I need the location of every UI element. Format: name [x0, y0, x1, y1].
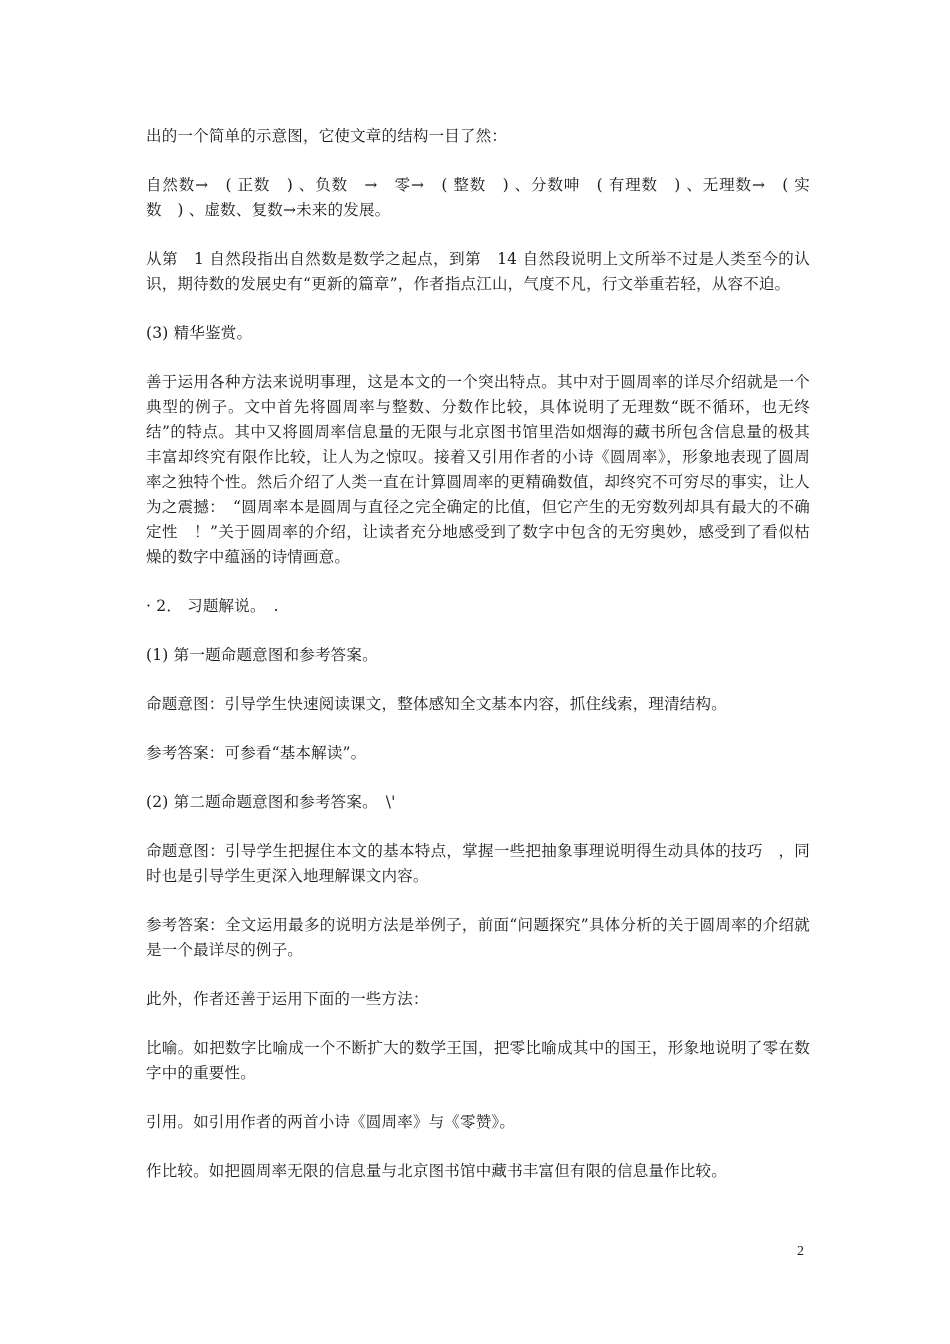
exercise-2-answer: 参考答案：全文运用最多的说明方法是举例子，前面“问题探究”具体分析的关于圆周率的介绍就是一个最详尽的例子。 — [146, 916, 810, 959]
method-quotation: 引用。如引用作者的两首小诗《圆周率》与《零赞》。 — [146, 1113, 516, 1131]
page-number: 2 — [797, 1244, 804, 1259]
exercise-2-intent: 命题意图：引导学生把握住本文的基本特点，掌握一些把抽象事理说明得生动具体的技巧 ，同时也是引导学生更深入地理解课文内容。 — [146, 842, 810, 885]
exercise-2-heading: (2) 第二题命题意图和参考答案。 \' — [146, 793, 396, 811]
document-body — [146, 124, 810, 1208]
section-heading-appreciation: (3) 精华鉴赏。 — [146, 324, 253, 342]
exercise-1-heading: (1) 第一题命题意图和参考答案。 — [146, 646, 378, 664]
paragraph-structure-summary: 从第 1 自然段指出自然数是数学之起点，到第 14 自然段说明上文所举不过是人类至今的认识，期待数的发展史有“更新的篇章”，作者指点江山，气度不凡，行文举重若轻，从容不迫。 — [146, 250, 810, 293]
paragraph-diagram-intro: 出的一个简单的示意图，它使文章的结构一目了然： — [146, 127, 508, 145]
exercise-1-intent: 命题意图：引导学生快速阅读课文，整体感知全文基本内容，抓住线索，理清结构。 — [146, 695, 727, 713]
paragraph-appreciation-body: 善于运用各种方法来说明事理，这是本文的一个突出特点。其中对于圆周率的详尽介绍就是一个典型的例子。文中首先将圆周率与整数、分数作比较，具体说明了无理数“既不循环，也无终结”的特点。其中又将圆周率信息量的无限与北京图书馆里浩如烟海的藏书所包含信息量的极其丰富却终究有限作比较，让人为之惊叹。接着又引用作者的小诗《圆周率》，形象地表现了圆周率之独特个性。然后介绍了人类一直在计算圆周率的更精确数值，却终究不可穷尽的事实，让人为之震撼： “圆周率本是圆周与直径之完全确定的比值，但它产生的无穷数列却具有最大的不确定性 ！”关于圆周率的介绍，让读者充分地感受到了数字中包含的无穷奥妙，感受到了看似枯燥的数字中蕴涵的诗情画意。 — [146, 373, 810, 566]
method-metaphor: 比喻。如把数字比喻成一个不断扩大的数学王国，把零比喻成其中的国王，形象地说明了零在数字中的重要性。 — [146, 1039, 810, 1082]
methods-intro: 此外，作者还善于运用下面的一些方法： — [146, 990, 429, 1008]
exercise-1-answer: 参考答案：可参看“基本解读”。 — [146, 744, 367, 762]
section-heading-exercises: · 2． 习题解说。 . — [146, 597, 279, 615]
paragraph-number-chain: 自然数→ ( 正数 ) 、负数 → 零→ ( 整数 ) 、分数呻 ( 有理数 ) 、无理数→ ( 实数 ) 、虚数、复数→未来的发展。 — [146, 176, 810, 219]
method-comparison: 作比较。如把圆周率无限的信息量与北京图书馆中藏书丰富但有限的信息量作比较。 — [146, 1162, 727, 1180]
